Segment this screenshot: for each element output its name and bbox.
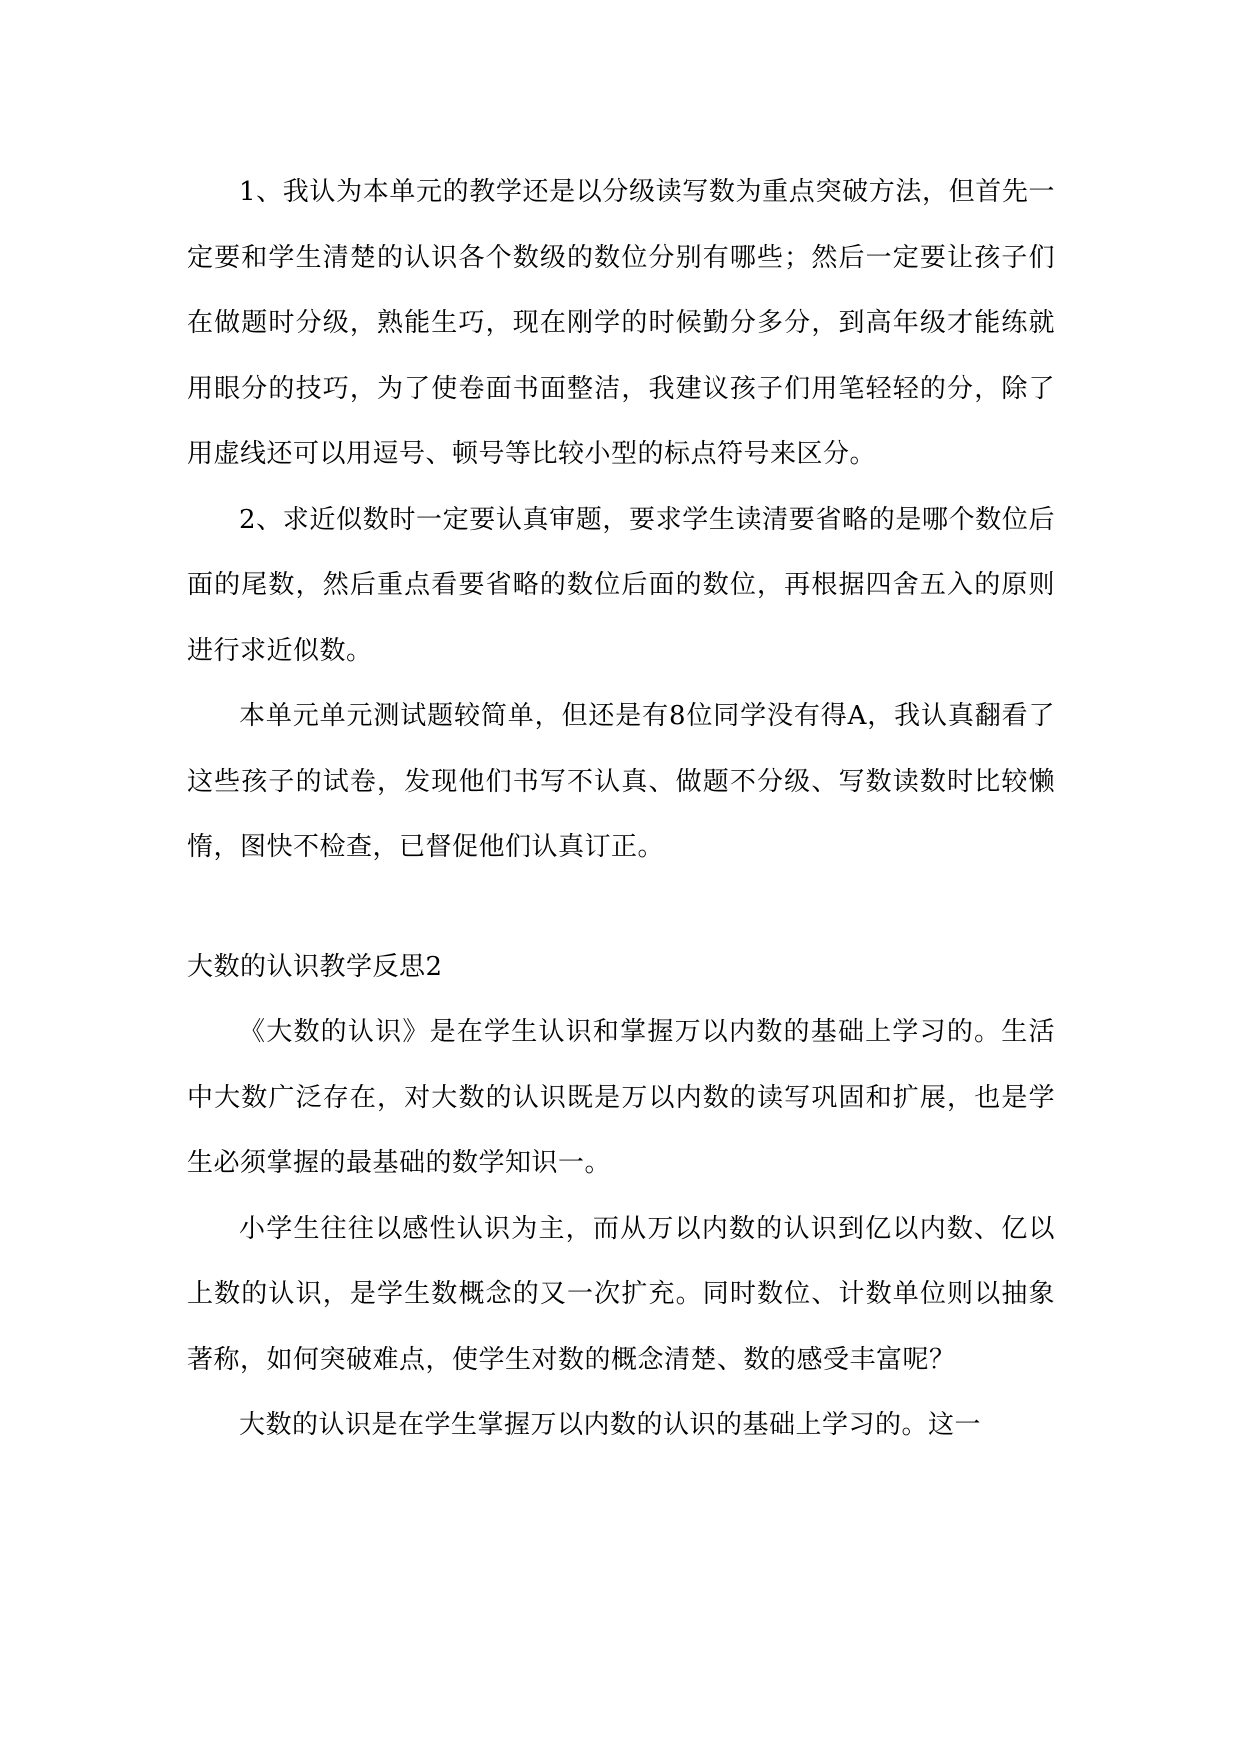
paragraph: 1、我认为本单元的教学还是以分级读写数为重点突破方法，但首先一定要和学生清楚的认识各个数级的数位分别有哪些；然后一定要让孩子们在做题时分级，熟能生巧，现在刚学的时候勤分多分，到高年级才能练就用眼分的技巧，为了使卷面书面整洁，我建议孩子们用笔轻轻的分，除了用虚线还可以用逗号、顿号等比较小型的标点符号来区分。 [187, 177, 1055, 469]
paragraph: 小学生往往以感性认识为主，而从万以内数的认识到亿以内数、亿以上数的认识，是学生数概念的又一次扩充。同时数位、计数单位则以抽象著称，如何突破难点，使学生对数的概念清楚、数的感受丰富呢？ [187, 1213, 1055, 1375]
paragraph: 2、求近似数时一定要认真审题，要求学生读清要省略的是哪个数位后面的尾数，然后重点看要省略的数位后面的数位，再根据四舍五入的原则进行求近似数。 [187, 504, 1055, 666]
paragraph: 《大数的认识》是在学生认识和掌握万以内数的基础上学习的。生活中大数广泛存在，对大数的认识既是万以内数的读写巩固和扩展，也是学生必须掌握的最基础的数学知识一。 [187, 1017, 1055, 1178]
paragraph: 本单元单元测试题较简单，但还是有8位同学没有得A，我认真翻看了这些孩子的试卷，发现他们书写不认真、做题不分级、写数读数时比较懒惰，图快不检查，已督促他们认真订正。 [187, 701, 1055, 862]
section-title: 大数的认识教学反思2 [187, 951, 443, 982]
document-body [187, 160, 1055, 1459]
paragraph: 大数的认识是在学生掌握万以内数的认识的基础上学习的。这一 [239, 1410, 982, 1440]
